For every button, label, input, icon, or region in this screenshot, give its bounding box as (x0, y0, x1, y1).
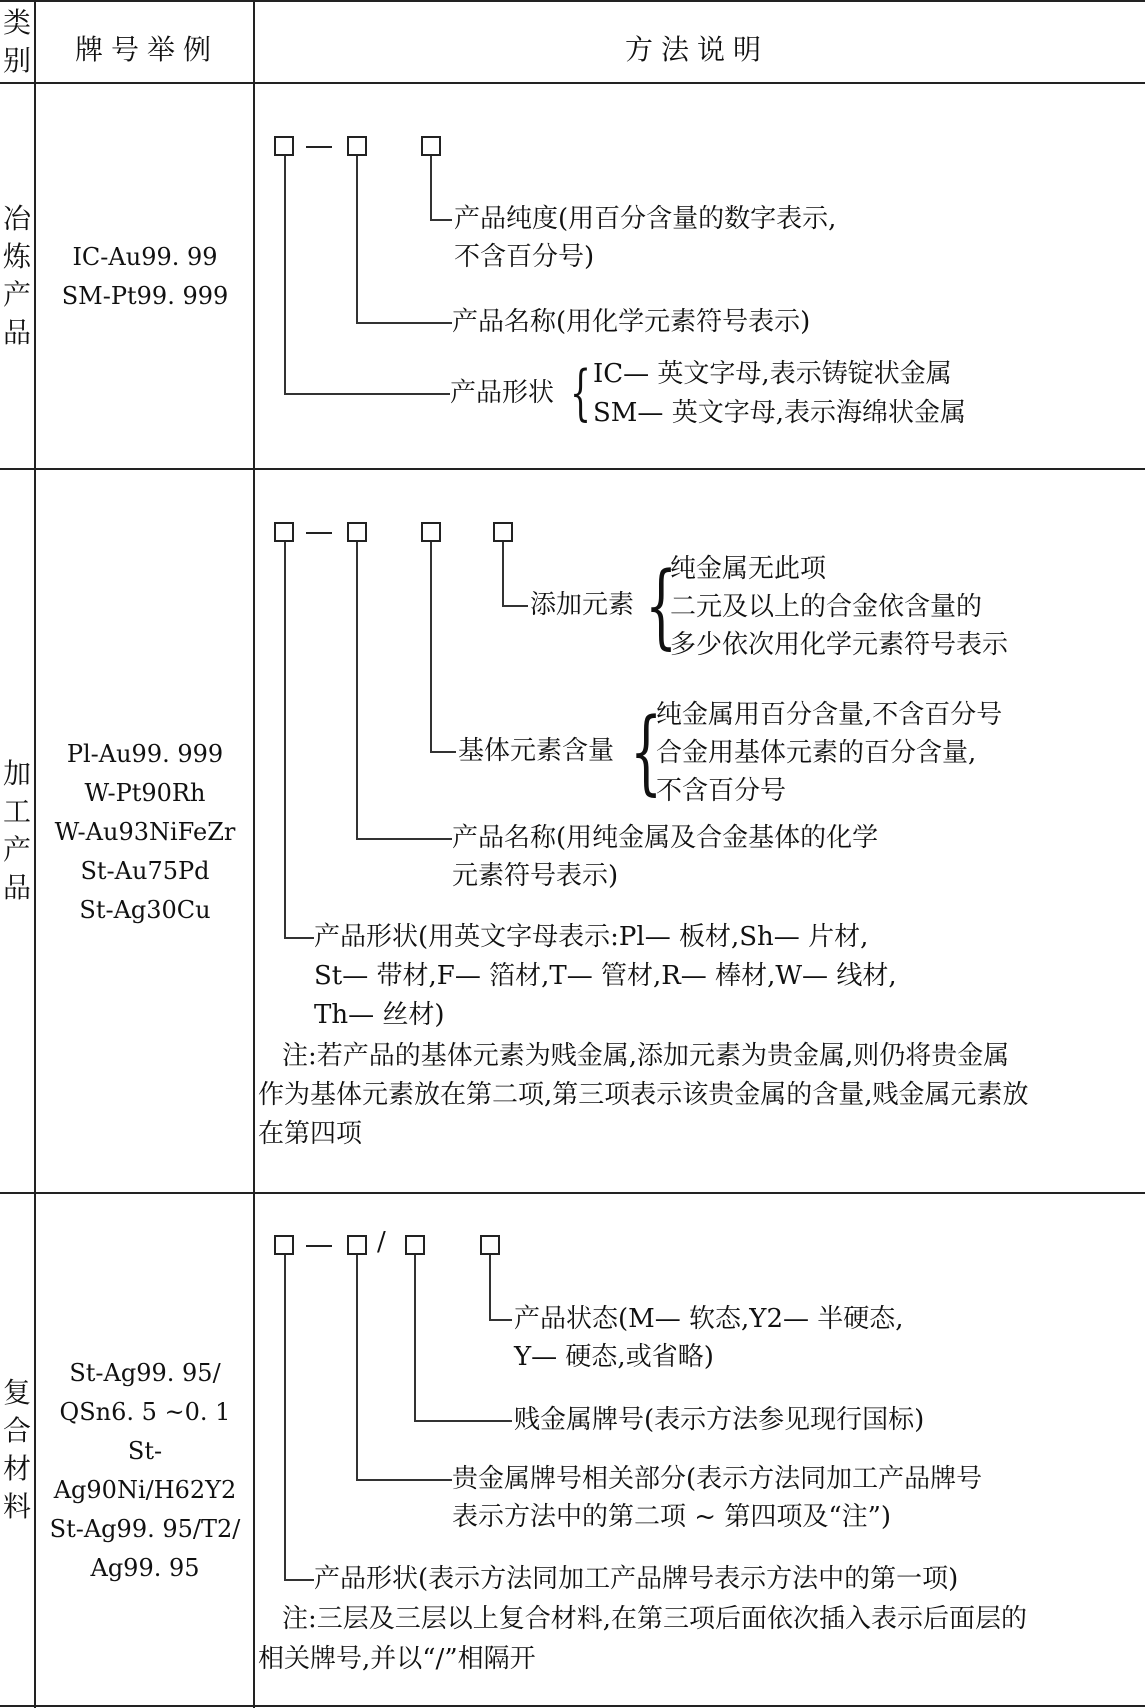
example-item: W-Pt90Rh (84, 779, 206, 807)
connector (430, 751, 456, 753)
connector (356, 838, 452, 840)
example-item: QSn6. 5 ~0. 1 (59, 1398, 231, 1426)
base-option: 纯金属用百分含量,不含百分号 (656, 700, 1003, 730)
category-char: 产 (2, 833, 31, 866)
row2-category (0, 755, 34, 907)
connector (284, 393, 450, 395)
add-option: 多少依次用化学元素符号表示 (670, 630, 1009, 660)
header-category (0, 4, 34, 80)
category-char: 工 (2, 795, 31, 828)
note-cont: 在第四项 (258, 1119, 363, 1149)
connector (356, 542, 358, 839)
label-base: 基体元素含量 (458, 736, 615, 766)
base-option: 合金用基体元素的百分含量, (656, 738, 977, 768)
connector (430, 219, 452, 221)
code-box (274, 136, 294, 156)
connector (284, 156, 286, 394)
row1-bottom-border (0, 468, 1145, 470)
code-box (347, 522, 367, 542)
category-char: 复 (2, 1376, 31, 1409)
add-option: 二元及以上的合金依含量的 (670, 592, 983, 622)
category-char: 炼 (2, 240, 31, 273)
connector (430, 156, 432, 220)
shape-option: IC— 英文字母,表示铸锭状金属 (593, 359, 952, 389)
header-example: 牌号举例 (75, 33, 220, 66)
add-option: 纯金属无此项 (670, 554, 827, 584)
label-state-cont: Y— 硬态,或省略) (514, 1342, 714, 1372)
example-item: St-Ag99. 95/T2/ (49, 1515, 241, 1543)
row2-examples (37, 735, 253, 930)
table-bottom-border (0, 1705, 1145, 1707)
connector (414, 1255, 416, 1421)
code-dash (306, 532, 332, 534)
connector (356, 156, 358, 323)
category-char: 材 (2, 1452, 31, 1485)
code-box (421, 522, 441, 542)
label-purity-cont: 不含百分号) (454, 242, 595, 272)
connector (284, 542, 286, 938)
code-dash (306, 1245, 332, 1247)
note-cont: 相关牌号,并以“/”相隔开 (258, 1644, 536, 1674)
code-box (274, 522, 294, 542)
example-item: Ag99. 95 (90, 1554, 200, 1582)
example-item: Pl-Au99. 999 (66, 740, 224, 768)
code-box (347, 136, 367, 156)
example-item: IC-Au99. 99 (72, 243, 218, 271)
label-noble-cont: 表示方法中的第二项 ~ 第四项及“注”) (452, 1502, 892, 1532)
connector (356, 1255, 358, 1480)
code-slash: / (377, 1227, 386, 1257)
header-category-line1: 类 (2, 6, 31, 39)
category-char: 料 (2, 1490, 31, 1523)
code-box (405, 1235, 425, 1255)
row2-bottom-border (0, 1192, 1145, 1194)
row1-examples (37, 238, 253, 316)
label-name: 产品名称(用纯金属及合金基体的化学 (452, 823, 879, 853)
label-purity: 产品纯度(用百分含量的数字表示, (454, 204, 837, 234)
label-add: 添加元素 (530, 590, 635, 620)
connector (414, 1420, 512, 1422)
label-state: 产品状态(M— 软态,Y2— 半硬态, (514, 1304, 904, 1334)
connector (284, 937, 314, 939)
base-option: 不含百分号 (656, 776, 787, 806)
label-shape-cont: Th— 丝材) (314, 1000, 445, 1030)
example-item: St-Ag30Cu (79, 896, 211, 924)
connector (284, 1579, 314, 1581)
connector (284, 1255, 286, 1580)
table-top-border (0, 0, 1145, 2)
code-box (493, 522, 513, 542)
code-box (480, 1235, 500, 1255)
row3-examples (37, 1354, 253, 1588)
connector (489, 1255, 491, 1320)
code-box (421, 136, 441, 156)
category-char: 产 (2, 278, 31, 311)
connector (430, 542, 432, 752)
note: 注:三层及三层以上复合材料,在第三项后面依次插入表示后面层的 (282, 1604, 1028, 1634)
connector (502, 542, 504, 606)
brace: { (630, 698, 663, 805)
connector (489, 1319, 512, 1321)
header-bottom-border (0, 82, 1145, 84)
label-shape: 产品形状 (450, 378, 555, 408)
code-box (274, 1235, 294, 1255)
code-box (347, 1235, 367, 1255)
code-dash (306, 146, 332, 148)
example-item: St-Ag99. 95/ (69, 1359, 221, 1387)
label-shape-cont: St— 带材,F— 箔材,T— 管材,R— 棒材,W— 线材, (314, 961, 897, 991)
row1-category (0, 200, 34, 352)
col-divider-1 (34, 0, 36, 1708)
category-char: 品 (2, 871, 31, 904)
brace: { (645, 552, 678, 659)
category-char: 冶 (2, 202, 31, 235)
note: 注:若产品的基体元素为贱金属,添加元素为贵金属,则仍将贵金属 (282, 1041, 1010, 1071)
col-divider-2 (253, 0, 255, 1708)
brace: { (570, 358, 592, 428)
example-item: SM-Pt99. 999 (61, 282, 229, 310)
note-cont: 作为基体元素放在第二项,第三项表示该贵金属的含量,贱金属元素放 (258, 1080, 1029, 1110)
connector (502, 605, 528, 607)
label-shape: 产品形状(表示方法同加工产品牌号表示方法中的第一项) (314, 1564, 959, 1594)
label-shape: 产品形状(用英文字母表示:Pl— 板材,Sh— 片材, (314, 922, 869, 952)
label-noble: 贵金属牌号相关部分(表示方法同加工产品牌号 (452, 1464, 983, 1494)
category-char: 加 (2, 757, 31, 790)
example-item: St-Ag90Ni/H62Y2 (53, 1437, 237, 1504)
category-char: 合 (2, 1414, 31, 1447)
example-item: W-Au93NiFeZr (54, 818, 236, 846)
label-name-cont: 元素符号表示) (452, 861, 619, 891)
example-item: St-Au75Pd (80, 857, 210, 885)
label-name: 产品名称(用化学元素符号表示) (452, 307, 811, 337)
header-category-line2: 别 (2, 44, 31, 77)
header-method: 方法说明 (625, 33, 770, 66)
connector (356, 322, 452, 324)
label-base-metal: 贱金属牌号(表示方法参见现行国标) (514, 1405, 925, 1435)
shape-option: SM— 英文字母,表示海绵状金属 (593, 398, 966, 428)
connector (356, 1479, 452, 1481)
category-char: 品 (2, 316, 31, 349)
row3-category (0, 1374, 34, 1526)
